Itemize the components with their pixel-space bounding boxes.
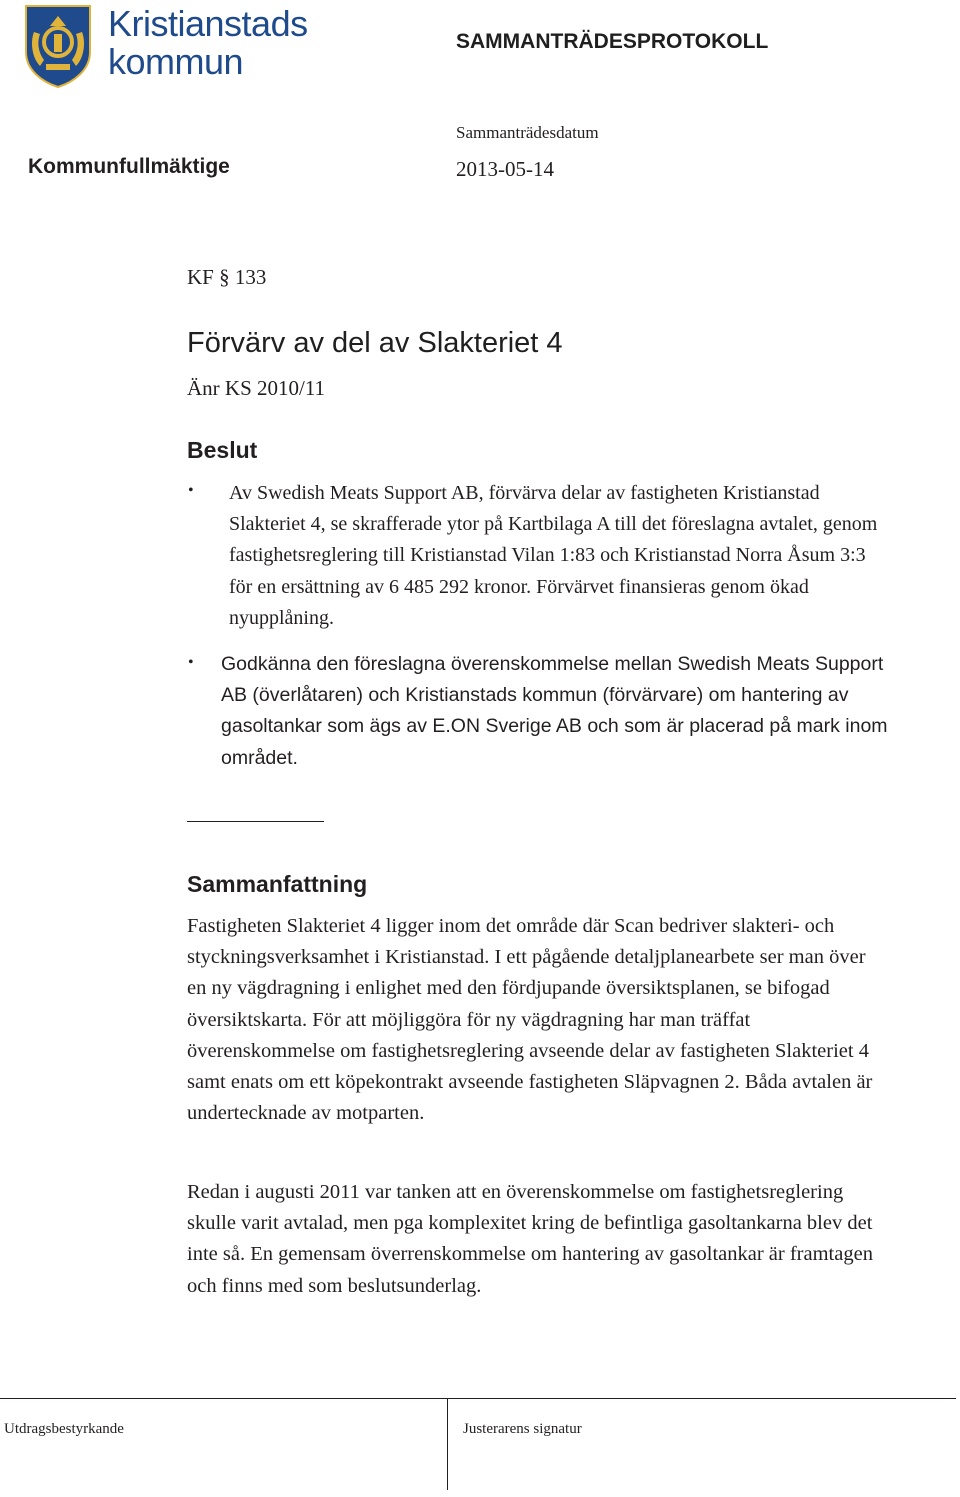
- certification-label: Utdragsbestyrkande: [4, 1421, 124, 1437]
- coat-of-arms-icon: [20, 2, 96, 88]
- decision-item-1: Av Swedish Meats Support AB, förvärva delar av fastigheten Kristianstad Slakteriet 4, se skrafferade ytor på Kartbilaga A till det föreslagna avtalet, genom fastighetsreglering till Kristianstad Vilan 1:83 och Kristianstad Norra Åsum 3:3 för en ersättning av 6 485 292 kronor. Förvärvet finansieras genom ökad nyupplåning.: [229, 482, 878, 629]
- footer-divider: [447, 1398, 448, 1490]
- document-type: SAMMANTRÄDESPROTOKOLL: [456, 30, 769, 53]
- adjuster-signature-label: Justerarens signatur: [463, 1421, 582, 1437]
- summary-paragraph-1: Fastigheten Slakteriet 4 ligger inom det område där Scan bedriver slakteri- och styckningsverksamhet i Kristianstad. I ett pågående detaljplanearbete ser man över en ny vägdragning i enlighet med den fördjupande översiktsplanen, se bifogad översiktskarta. För att möjliggöra för ny vägdragning har man träffat överenskommelse om fastighetsreglering avseende delar av fastigheten Slakteriet 4 samt enats om ett köpekontrakt avseende fastigheten Släpvagnen 2. Båda avtalen är undertecknade av motparten.: [187, 915, 873, 1125]
- summary-paragraph-2: Redan i augusti 2011 var tanken att en överenskommelse om fastighetsreglering skulle varit avtalad, men pga komplexitet kring de befintliga gasoltankarna blev det inte så. En gemensam överrenskommelse om hantering av gasoltankar är framtagen och finns med som beslutsunderlag.: [187, 1181, 873, 1297]
- page-title: Förvärv av del av Slakteriet 4: [187, 327, 563, 359]
- organ-name: Kommunfullmäktige: [28, 155, 230, 178]
- meeting-date-label: Sammanträdesdatum: [456, 123, 599, 142]
- municipality-logo: [20, 2, 308, 90]
- paragraph-number: KF § 133: [187, 265, 267, 289]
- logo-line-2: kommun: [108, 41, 244, 82]
- bullet-icon: •: [188, 654, 194, 671]
- logo-wordmark: [108, 3, 308, 82]
- case-reference: Änr KS 2010/11: [187, 376, 326, 400]
- decision-item-2: Godkänna den föreslagna överenskommelse mellan Swedish Meats Support AB (överlåtaren) och Kristianstads kommun (förvärvare) om hantering av gasoltankar som ägs av E.ON Sverige AB och som är placerad på mark inom området.: [221, 653, 888, 769]
- section-divider: [187, 821, 324, 822]
- logo-line-1: Kristianstads: [108, 3, 308, 44]
- summary-heading: Sammanfattning: [187, 871, 368, 897]
- meeting-date: 2013-05-14: [456, 157, 554, 181]
- decision-heading: Beslut: [187, 437, 258, 463]
- bullet-icon: •: [188, 482, 194, 499]
- footer-rule: [0, 1398, 956, 1399]
